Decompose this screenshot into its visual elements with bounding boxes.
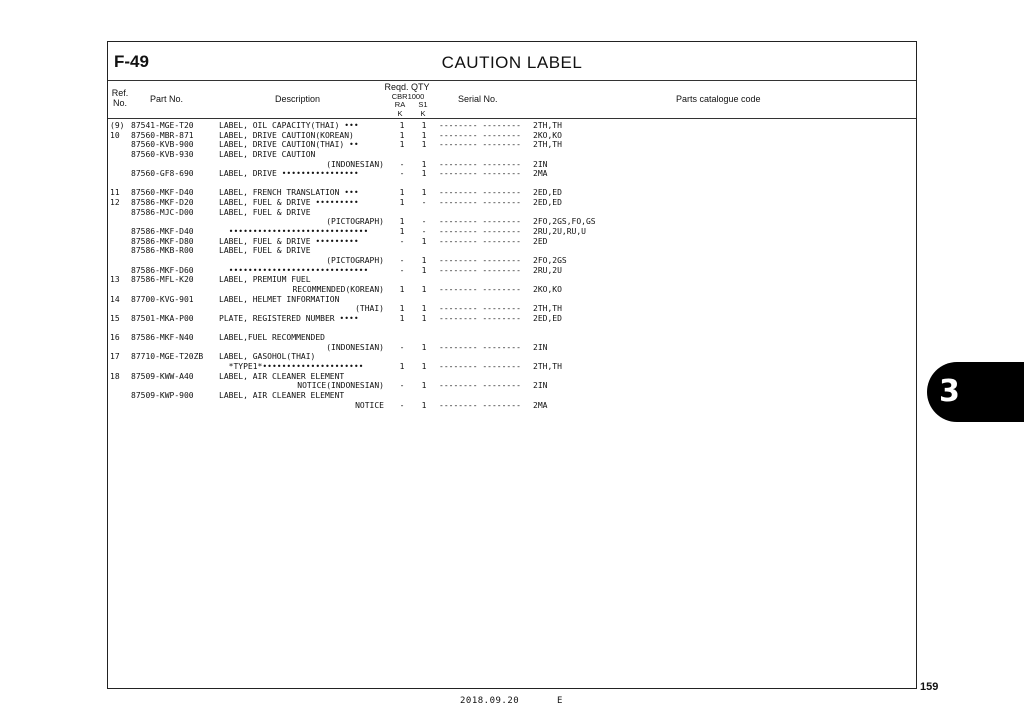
description-cell: PLATE, REGISTERED NUMBER •••• — [219, 313, 359, 323]
part-no-cell: 87700-KVG-901 — [131, 294, 194, 304]
section-tab — [927, 362, 1024, 422]
qty-col2-cell: 1 — [421, 400, 427, 410]
serial-no-header: Serial No. — [458, 94, 498, 104]
table-row — [110, 198, 912, 208]
ref-no-cell: 14 — [110, 294, 120, 304]
ref-no-cell: 17 — [110, 352, 120, 362]
ref-no-cell: (9) — [110, 121, 125, 130]
qty-col1-cell: 1 — [399, 140, 405, 150]
description-cell: LABEL, DRIVE CAUTION(KOREAN) — [219, 130, 354, 140]
part-no-cell: 87501-MKA-P00 — [131, 313, 194, 323]
table-row — [110, 295, 912, 305]
qty-col2-cell: 1 — [421, 313, 427, 323]
part-no-cell: 87509-KWW-A40 — [131, 371, 194, 381]
qty-col2-cell: 1 — [421, 362, 427, 372]
qty-col1-cell: 1 — [399, 121, 405, 130]
qty-col1-cell: 1 — [399, 304, 405, 314]
description-cell: LABEL,FUEL RECOMMENDED — [219, 333, 325, 343]
part-no-cell: 87560-KVB-900 — [131, 140, 194, 150]
description-cell: LABEL, HELMET INFORMATION — [219, 294, 340, 304]
table-row — [110, 246, 912, 256]
qty-col2-cell: - — [421, 217, 427, 227]
qty-col1-cell: - — [399, 400, 405, 410]
table-row — [110, 266, 912, 276]
description-cell: (INDONESIAN) — [326, 159, 384, 169]
qty-col2-cell: 1 — [421, 169, 427, 179]
qty-col2-cell: 1 — [421, 265, 427, 275]
description-cell: LABEL, AIR CLEANER ELEMENT — [219, 390, 345, 400]
table-row — [110, 140, 912, 150]
description-cell: LABEL, FUEL & DRIVE ••••••••• — [219, 236, 359, 246]
serial-no-cell: -------- -------- — [439, 265, 521, 275]
qty-col2-cell: 1 — [421, 304, 427, 314]
catalogue-code-cell: 2KO,KO — [533, 284, 562, 294]
table-row — [110, 333, 912, 343]
part-no-cell: 87586-MKF-D20 — [131, 198, 194, 208]
qty-col1-cell: 1 — [399, 188, 405, 198]
section-tab-number: 3 — [939, 374, 960, 409]
part-no-cell: 87586-MKF-D40 — [131, 227, 194, 237]
serial-no-cell: -------- -------- — [439, 159, 521, 169]
table-row — [110, 160, 912, 170]
ref-no-cell: 18 — [110, 371, 120, 381]
catalogue-code-cell: 2RU,2U — [533, 265, 562, 275]
description-cell: (PICTOGRAPH) — [326, 217, 384, 227]
part-no-cell: 87586-MKB-R00 — [131, 246, 194, 256]
qty-col1-header: RA K — [394, 100, 406, 118]
catalogue-code-cell: 2KO,KO — [533, 130, 562, 140]
part-no-cell: 87586-MJC-D00 — [131, 207, 194, 217]
catalogue-code-cell: 2RU,2U,RU,U — [533, 227, 586, 237]
qty-col2-cell: 1 — [421, 130, 427, 140]
serial-no-cell: -------- -------- — [439, 121, 521, 130]
serial-no-cell: -------- -------- — [439, 188, 521, 198]
description-cell: LABEL, AIR CLEANER ELEMENT — [219, 371, 345, 381]
qty-col1-cell: 1 — [399, 313, 405, 323]
description-cell: *TYPE1*••••••••••••••••••••• — [219, 362, 364, 372]
table-row — [110, 237, 912, 247]
qty-col2-cell: 1 — [421, 188, 427, 198]
description-cell: LABEL, DRIVE CAUTION — [219, 149, 316, 159]
serial-no-cell: -------- -------- — [439, 284, 521, 294]
description-cell: LABEL, DRIVE CAUTION(THAI) •• — [219, 140, 359, 150]
qty-model-header: CBR1000 — [391, 92, 425, 101]
table-row — [110, 323, 912, 333]
qty-col2-cell: 1 — [421, 381, 427, 391]
qty-col1-cell: - — [399, 169, 405, 179]
description-cell: NOTICE(INDONESIAN) — [297, 381, 384, 391]
catalogue-code-cell: 2FO,2GS,FO,GS — [533, 217, 596, 227]
table-row — [110, 285, 912, 295]
table-row — [110, 372, 912, 382]
ref-no-cell: 15 — [110, 313, 120, 323]
description-cell: (PICTOGRAPH) — [326, 255, 384, 265]
catalogue-code-cell: 2MA — [533, 400, 548, 410]
catalogue-code-cell: 2IN — [533, 381, 548, 391]
serial-no-cell: -------- -------- — [439, 140, 521, 150]
qty-col2-cell: - — [421, 227, 427, 237]
part-no-cell: 87586-MKF-D60 — [131, 265, 194, 275]
ref-no-cell: 13 — [110, 275, 120, 285]
ref-no-cell: 10 — [110, 130, 120, 140]
catalogue-code-cell: 2ED — [533, 236, 548, 246]
qty-col1-cell: - — [399, 265, 405, 275]
catalogue-code-cell: 2TH,TH — [533, 140, 562, 150]
table-row — [110, 362, 912, 372]
qty-col2-cell: 1 — [421, 140, 427, 150]
serial-no-cell: -------- -------- — [439, 304, 521, 314]
table-row — [110, 381, 912, 391]
ref-no-cell: 12 — [110, 198, 120, 208]
description-cell: ••••••••••••••••••••••••••••• — [219, 227, 369, 237]
table-row — [110, 401, 912, 411]
qty-col1-cell: - — [399, 236, 405, 246]
description-cell: (THAI) — [355, 304, 384, 314]
table-row — [110, 256, 912, 266]
description-cell: RECOMMENDED(KOREAN) — [292, 284, 384, 294]
header-divider-bottom — [108, 118, 916, 119]
catalogue-code-cell: 2FO,2GS — [533, 255, 567, 265]
qty-col2-cell: 1 — [421, 159, 427, 169]
qty-col2-cell: 1 — [421, 255, 427, 265]
parts-catalogue-code-header: Parts catalogue code — [676, 94, 761, 104]
part-no-cell: 87509-KWP-900 — [131, 390, 194, 400]
serial-no-cell: -------- -------- — [439, 227, 521, 237]
catalogue-code-cell: 2IN — [533, 342, 548, 352]
table-row — [110, 275, 912, 285]
part-no-cell: 87560-KVB-930 — [131, 149, 194, 159]
description-cell: LABEL, FUEL & DRIVE — [219, 246, 311, 256]
part-no-cell: 87560-MBR-871 — [131, 130, 194, 140]
catalogue-code-cell: 2MA — [533, 169, 548, 179]
table-row — [110, 131, 912, 141]
section-code: F-49 — [114, 52, 149, 71]
table-row — [110, 314, 912, 324]
catalogue-code-cell: 2TH,TH — [533, 304, 562, 314]
description-cell: LABEL, GASOHOL(THAI) — [219, 352, 316, 362]
serial-no-cell: -------- -------- — [439, 217, 521, 227]
table-row — [110, 169, 912, 179]
qty-col1-cell: - — [399, 255, 405, 265]
qty-col1-cell: - — [399, 159, 405, 169]
serial-no-cell: -------- -------- — [439, 313, 521, 323]
table-row — [110, 179, 912, 189]
description-cell: LABEL, PREMIUM FUEL — [219, 275, 311, 285]
catalogue-code-cell: 2ED,ED — [533, 198, 562, 208]
part-no-cell: 87586-MKF-N40 — [131, 333, 194, 343]
qty-col1-cell: 1 — [399, 362, 405, 372]
serial-no-cell: -------- -------- — [439, 198, 521, 208]
qty-col2-cell: 1 — [421, 284, 427, 294]
table-row — [110, 227, 912, 237]
table-row — [110, 304, 912, 314]
table-row — [110, 150, 912, 160]
qty-col2-cell: - — [421, 198, 427, 208]
description-cell: LABEL, DRIVE •••••••••••••••• — [219, 169, 359, 179]
part-no-cell: 87586-MFL-K20 — [131, 275, 194, 285]
qty-col1-cell: 1 — [399, 130, 405, 140]
table-row — [110, 343, 912, 353]
qty-col2-cell: 1 — [421, 342, 427, 352]
serial-no-cell: -------- -------- — [439, 362, 521, 372]
qty-col2-cell: 1 — [421, 121, 427, 130]
serial-no-cell: -------- -------- — [439, 169, 521, 179]
catalogue-code-cell: 2ED,ED — [533, 188, 562, 198]
serial-no-cell: -------- -------- — [439, 255, 521, 265]
parts-list — [110, 121, 912, 410]
part-no-cell: 87586-MKF-D80 — [131, 236, 194, 246]
qty-col1-cell: 1 — [399, 217, 405, 227]
serial-no-cell: -------- -------- — [439, 236, 521, 246]
qty-col1-cell: - — [399, 381, 405, 391]
qty-col1-cell: - — [399, 342, 405, 352]
qty-col1-cell: 1 — [399, 227, 405, 237]
description-cell: LABEL, OIL CAPACITY(THAI) ••• — [219, 121, 359, 130]
table-row — [110, 352, 912, 362]
description-cell: NOTICE — [355, 400, 384, 410]
table-row — [110, 391, 912, 401]
ref-no-cell: 11 — [110, 188, 120, 198]
header-divider-top — [108, 80, 916, 81]
serial-no-cell: -------- -------- — [439, 342, 521, 352]
catalogue-code-cell: 2TH,TH — [533, 362, 562, 372]
reqd-qty-header: Reqd. QTY — [384, 82, 430, 92]
table-row — [110, 208, 912, 218]
description-cell: LABEL, FUEL & DRIVE ••••••••• — [219, 198, 359, 208]
table-row — [110, 188, 912, 198]
table-row — [110, 217, 912, 227]
part-no-cell: 87541-MGE-T20 — [131, 121, 194, 130]
page-number: 159 — [920, 681, 939, 693]
qty-col2-header: S1 K — [418, 100, 428, 118]
page-title: CAUTION LABEL — [441, 53, 583, 72]
serial-no-cell: -------- -------- — [439, 130, 521, 140]
catalogue-code-cell: 2IN — [533, 159, 548, 169]
description-cell: (INDONESIAN) — [326, 342, 384, 352]
qty-col1-cell: 1 — [399, 198, 405, 208]
ref-no-header: Ref. No. — [111, 88, 129, 108]
qty-col1-cell: 1 — [399, 284, 405, 294]
footer-edition: E — [557, 696, 563, 706]
part-no-cell: 87560-MKF-D40 — [131, 188, 194, 198]
ref-no-cell: 16 — [110, 333, 120, 343]
table-row — [110, 121, 912, 131]
part-no-header: Part No. — [150, 94, 184, 104]
serial-no-cell: -------- -------- — [439, 400, 521, 410]
part-no-cell: 87560-GF8-690 — [131, 169, 194, 179]
description-cell: ••••••••••••••••••••••••••••• — [219, 265, 369, 275]
serial-no-cell: -------- -------- — [439, 381, 521, 391]
footer-date: 2018.09.20 — [460, 696, 520, 706]
description-header: Description — [275, 94, 321, 104]
catalogue-code-cell: 2ED,ED — [533, 313, 562, 323]
part-no-cell: 87710-MGE-T20ZB — [131, 352, 204, 362]
catalogue-page-frame — [107, 41, 917, 689]
description-cell: LABEL, FUEL & DRIVE — [219, 207, 311, 217]
catalogue-code-cell: 2TH,TH — [533, 121, 562, 130]
description-cell: LABEL, FRENCH TRANSLATION ••• — [219, 188, 359, 198]
qty-col2-cell: 1 — [421, 236, 427, 246]
